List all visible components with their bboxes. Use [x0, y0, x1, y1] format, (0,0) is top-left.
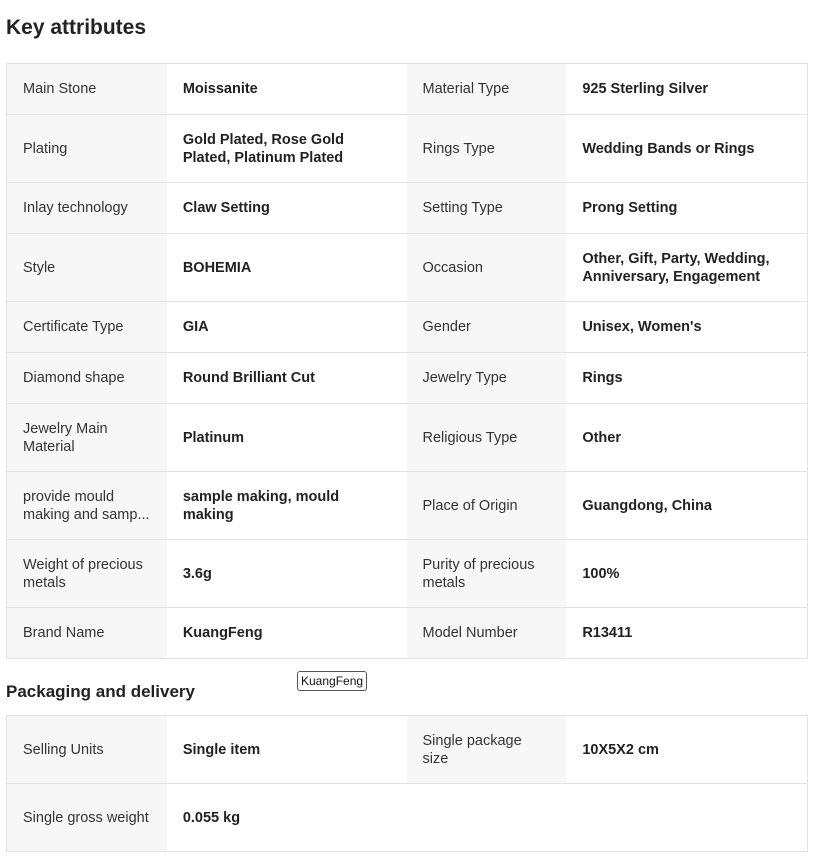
attribute-label: Material Type: [407, 64, 567, 114]
attribute-value: GIA: [167, 302, 407, 352]
attribute-label: provide mould making and samp...: [7, 472, 167, 539]
attribute-label: Selling Units: [7, 716, 167, 783]
attribute-label: Model Number: [407, 608, 567, 658]
table-row: [7, 353, 807, 404]
attribute-label: Plating: [7, 115, 167, 182]
table-row: [7, 540, 807, 608]
attribute-value: 0.055 kg: [167, 784, 407, 851]
attribute-value: Other: [566, 404, 807, 471]
attribute-label: Diamond shape: [7, 353, 167, 403]
attribute-label: Gender: [407, 302, 567, 352]
brand-name-tooltip: KuangFeng: [297, 671, 367, 691]
packaging-delivery-title: Packaging and delivery: [6, 682, 195, 701]
table-row: [7, 404, 807, 472]
attribute-label: Place of Origin: [407, 472, 567, 539]
attribute-label: Weight of precious metals: [7, 540, 167, 607]
attribute-value: Round Brilliant Cut: [167, 353, 407, 403]
attribute-value: 925 Sterling Silver: [566, 64, 807, 114]
attribute-value: Wedding Bands or Rings: [566, 115, 807, 182]
attribute-value: BOHEMIA: [167, 234, 407, 301]
table-row: [7, 608, 807, 659]
attribute-label: Rings Type: [407, 115, 567, 182]
attribute-value: Rings: [566, 353, 807, 403]
empty-cell: [407, 784, 567, 851]
attribute-label: Main Stone: [7, 64, 167, 114]
table-row: [7, 183, 807, 234]
attribute-label: Single package size: [407, 716, 567, 783]
table-row: [7, 115, 807, 183]
attribute-value: 10X5X2 cm: [566, 716, 807, 783]
attribute-value: R13411: [566, 608, 807, 658]
attribute-value: Unisex, Women's: [566, 302, 807, 352]
attribute-value: sample making, mould making: [167, 472, 407, 539]
key-attributes-title: Key attributes: [6, 16, 147, 39]
table-row: [7, 234, 807, 302]
key-attributes-table: [6, 63, 808, 659]
empty-cell: [566, 784, 807, 851]
attribute-value: Prong Setting: [566, 183, 807, 233]
attribute-label: Inlay technology: [7, 183, 167, 233]
attribute-value: Other, Gift, Party, Wedding, Anniversary, Engagement: [566, 234, 807, 301]
attribute-value: 3.6g: [167, 540, 407, 607]
table-row: [7, 64, 807, 115]
attribute-value: Claw Setting: [167, 183, 407, 233]
attribute-value: Gold Plated, Rose Gold Plated, Platinum Plated: [167, 115, 407, 182]
attribute-label: Certificate Type: [7, 302, 167, 352]
table-row: [7, 784, 807, 852]
table-row: [7, 716, 807, 784]
packaging-table: [6, 715, 808, 852]
attribute-label: Setting Type: [407, 183, 567, 233]
attribute-value: Moissanite: [167, 64, 407, 114]
attribute-label: Jewelry Main Material: [7, 404, 167, 471]
attribute-label: Purity of precious metals: [407, 540, 567, 607]
attribute-value: 100%: [566, 540, 807, 607]
attribute-label: Religious Type: [407, 404, 567, 471]
attribute-value: Guangdong, China: [566, 472, 807, 539]
attribute-label: Single gross weight: [7, 784, 167, 851]
attribute-label: Jewelry Type: [407, 353, 567, 403]
attribute-label: Brand Name: [7, 608, 167, 658]
attribute-label: Occasion: [407, 234, 567, 301]
table-row: [7, 472, 807, 540]
attribute-label: Style: [7, 234, 167, 301]
attribute-value: Platinum: [167, 404, 407, 471]
attribute-value: KuangFeng: [167, 608, 407, 658]
table-row: [7, 302, 807, 353]
attribute-value: Single item: [167, 716, 407, 783]
